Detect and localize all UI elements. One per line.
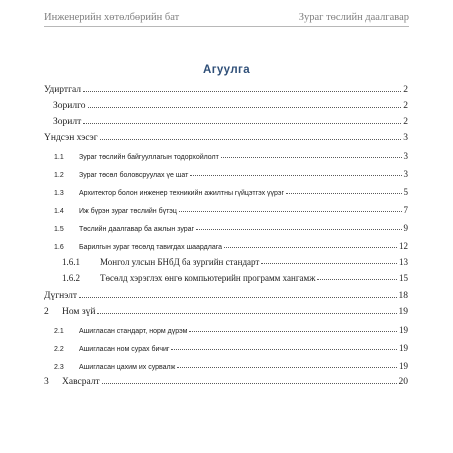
toc-entry-text: Зорилт bbox=[53, 117, 82, 127]
toc-entry-page: 7 bbox=[403, 205, 408, 215]
toc-entry[interactable] bbox=[44, 95, 408, 111]
toc-entry[interactable] bbox=[44, 301, 408, 317]
toc-entry-page: 3 bbox=[403, 169, 408, 179]
toc-entry-text: Зураг төсөл боловсруулах үе шат bbox=[79, 172, 189, 179]
toc-entry-text: Зураг төслийн байгууллагын тодорхойлолт bbox=[79, 154, 219, 161]
toc-entry-page: 2 bbox=[403, 117, 408, 127]
toc-entry[interactable] bbox=[44, 251, 408, 267]
toc-entry-number: 3 bbox=[44, 377, 49, 387]
toc-entry[interactable] bbox=[44, 163, 408, 179]
toc-entry[interactable] bbox=[44, 267, 408, 283]
dot-leader bbox=[261, 263, 397, 264]
dot-leader bbox=[189, 331, 397, 332]
dot-leader bbox=[83, 91, 401, 92]
dot-leader bbox=[83, 123, 401, 124]
toc-entry-number: 1.6.2 bbox=[62, 273, 80, 283]
toc-entry[interactable] bbox=[44, 79, 408, 95]
toc-entry[interactable] bbox=[44, 181, 408, 197]
dot-leader bbox=[196, 229, 401, 230]
toc-entry-page: 3 bbox=[403, 133, 408, 143]
dot-leader bbox=[100, 139, 402, 140]
toc-entry-text: Ашигласан ном сурах бичиг bbox=[79, 346, 170, 353]
toc-entry-page: 19 bbox=[399, 361, 408, 371]
toc-entry[interactable] bbox=[44, 199, 408, 215]
toc-entry[interactable] bbox=[44, 285, 408, 301]
toc-entry-text: Барилгын зураг төсөлд тавигдах шаардлага bbox=[79, 244, 223, 251]
toc-title: Агуулга bbox=[202, 64, 251, 76]
dot-leader bbox=[190, 175, 401, 176]
toc-entry-text: Иж бүрэн зураг төслийн бүтэц bbox=[79, 208, 177, 215]
dot-leader bbox=[221, 157, 402, 158]
toc-entry[interactable] bbox=[44, 145, 408, 161]
toc-entry[interactable] bbox=[44, 337, 408, 353]
toc-entry-number: 2.1 bbox=[54, 328, 64, 335]
toc-entry-text: Ашигласан стандарт, норм дүрэм bbox=[79, 328, 188, 335]
toc-entry-page: 3 bbox=[403, 151, 408, 161]
dot-leader bbox=[79, 297, 396, 298]
dot-leader bbox=[179, 211, 402, 212]
toc-entry-number: 1.3 bbox=[54, 190, 64, 197]
toc-entry-text: Дүгнэлт bbox=[44, 291, 78, 301]
toc-entry-page: 2 bbox=[403, 101, 408, 111]
toc-entry-page: 13 bbox=[399, 257, 408, 267]
dot-leader bbox=[224, 247, 397, 248]
dot-leader bbox=[286, 193, 401, 194]
toc-entry[interactable] bbox=[44, 217, 408, 233]
toc-entry-number: 2 bbox=[44, 307, 49, 317]
toc-entry-page: 2 bbox=[403, 85, 408, 95]
toc-entry-text: Удиртгал bbox=[44, 85, 82, 95]
dot-leader bbox=[97, 313, 396, 314]
dot-leader bbox=[88, 107, 402, 108]
dot-leader bbox=[177, 367, 397, 368]
toc-entry-number: 1.6.1 bbox=[62, 257, 80, 267]
toc-entry-text: Хавсралт bbox=[62, 377, 100, 387]
toc-entry[interactable] bbox=[44, 235, 408, 251]
toc-entry-number: 1.1 bbox=[54, 154, 64, 161]
toc-entry-text: Төслийн даалгавар ба ажлын зураг bbox=[79, 226, 195, 233]
toc-entry-page: 5 bbox=[403, 187, 408, 197]
toc-entry-page: 19 bbox=[399, 325, 408, 335]
toc-entry-page: 12 bbox=[399, 241, 408, 251]
dot-leader bbox=[317, 279, 397, 280]
toc-entry-number: 2.3 bbox=[54, 364, 64, 371]
toc-entry-page: 19 bbox=[398, 307, 408, 317]
toc-entry-page: 20 bbox=[398, 377, 408, 387]
toc-entry[interactable] bbox=[44, 111, 408, 127]
header-right-text: Зураг төслийн даалгавар bbox=[298, 12, 409, 23]
toc-entry-text: Ном зүй bbox=[62, 307, 96, 317]
header-left-text: Инженерийн хөтөлбөрийн бат bbox=[44, 12, 180, 23]
toc-entry-text: Зорилго bbox=[53, 101, 86, 111]
toc-entry-text: Архитектор болон инженер техникийн ажилтны гүйцэтгэх үүрэг bbox=[79, 190, 285, 197]
toc-entry-page: 18 bbox=[398, 291, 408, 301]
dot-leader bbox=[102, 383, 397, 384]
toc-entry[interactable] bbox=[44, 355, 408, 371]
toc-entry[interactable] bbox=[44, 371, 408, 387]
toc-entry-number: 1.2 bbox=[54, 172, 64, 179]
toc-entry-text: Монгол улсын БНбД ба зургийн стандарт bbox=[100, 257, 260, 267]
toc-entry-text: Ашигласан цахим их сурвалж bbox=[79, 364, 176, 371]
toc-entry-text: Төсөлд хэрэглэх өнгө компьютерийн программ хангамж bbox=[100, 273, 316, 283]
toc-entry[interactable] bbox=[44, 319, 408, 335]
toc-entry-page: 9 bbox=[403, 223, 408, 233]
toc-entry-number: 1.5 bbox=[54, 226, 64, 233]
toc-entry-number: 2.2 bbox=[54, 346, 64, 353]
toc-entry-page: 15 bbox=[399, 273, 408, 283]
toc-entry-number: 1.6 bbox=[54, 244, 64, 251]
toc-entry-number: 1.4 bbox=[54, 208, 64, 215]
page-header bbox=[44, 10, 409, 27]
toc-entry-page: 19 bbox=[399, 343, 408, 353]
dot-leader bbox=[171, 349, 397, 350]
toc-entry[interactable] bbox=[44, 127, 408, 143]
toc-entry-text: Үндсэн хэсэг bbox=[44, 133, 98, 143]
